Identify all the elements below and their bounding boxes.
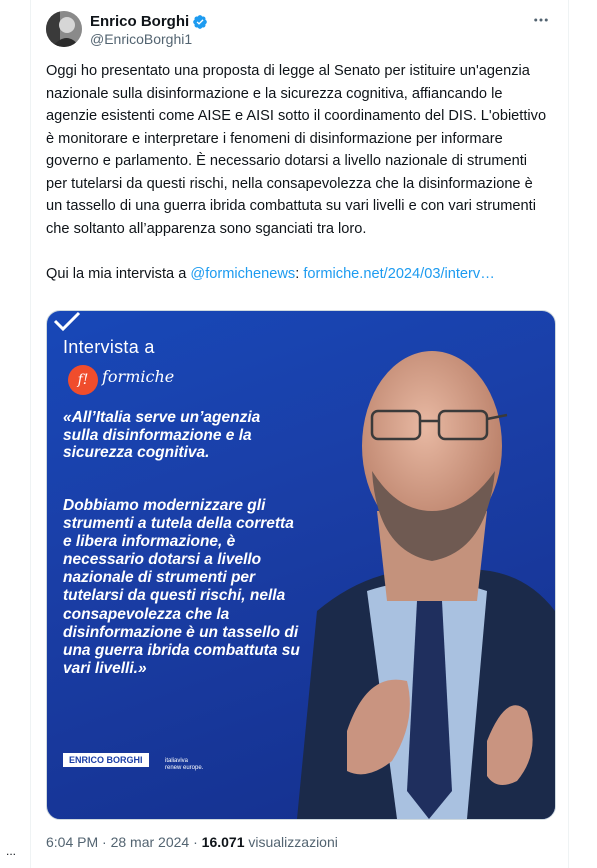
mention-link[interactable]: @formichenews bbox=[190, 265, 296, 282]
tweet-text bbox=[46, 60, 551, 285]
formiche-logo-icon bbox=[68, 365, 98, 395]
media-header: Intervista a bbox=[63, 337, 155, 357]
party-text-1: italiaviva bbox=[165, 758, 189, 764]
tweet-meta bbox=[46, 834, 338, 850]
meta-dot-2: · bbox=[189, 834, 202, 850]
party-text-2: renew europe. bbox=[165, 765, 204, 771]
views-count: 16.071 bbox=[201, 834, 245, 850]
avatar-image bbox=[46, 11, 82, 47]
tweet-date[interactable]: 28 mar 2024 bbox=[110, 834, 190, 850]
quote-part-1: «All’Italia serve un’agenzia sulla disinformazione e la sicurezza cognitiva. bbox=[63, 409, 261, 461]
author-display-name[interactable]: Enrico Borghi bbox=[90, 13, 190, 30]
author-handle[interactable]: @EnricoBorghi1 bbox=[90, 31, 193, 47]
tweet-paragraph-2-prefix: Qui la mia intervista a bbox=[46, 265, 191, 282]
verified-badge-icon bbox=[192, 14, 208, 30]
author-name-row[interactable] bbox=[90, 13, 208, 30]
side-ellipsis: ... bbox=[6, 844, 17, 858]
tweet-card bbox=[30, 0, 569, 868]
tweet-media-image[interactable] bbox=[46, 310, 556, 820]
views-label: visualizzazioni bbox=[244, 834, 338, 850]
meta-dot: · bbox=[98, 834, 111, 850]
quote-part-2: Dobbiamo modernizzare gli strumenti a tutela della corretta e libera informazione, è necessario dotarsi a livello nazionale di strumenti per tutelarsi da questi rischi, nella consapevolezza che la disinformazione è un tassello di una guerra ibrida combattuta su vari livelli.» bbox=[63, 497, 300, 677]
avatar[interactable] bbox=[46, 11, 82, 47]
tweet-time[interactable]: 6:04 PM bbox=[46, 834, 99, 850]
party-text bbox=[165, 758, 203, 772]
party-check-icon bbox=[47, 311, 87, 345]
tweet-paragraph-1: Oggi ho presentato una proposta di legge al Senato per istituire un'agenzia nazionale sulla disinformazione e la sicurezza cognitiva, affiancando le agenzie esistenti come AISE e AISI sotto il coordinamento del DIS. L'obiettivo è monitorare e interpretare i fenomeni di disinformazione per informare governo e parlamento. È necessario dotarsi a livello nazionale di strumenti per tutelarsi da questi rischi, nella consapevolezza che la disinformazione è un tassello di una guerra ibrida combattuta su vari livelli e con vari strumenti che soltanto all’apparenza sono sganciati tra loro. bbox=[46, 63, 547, 237]
mention-separator: : bbox=[295, 265, 300, 282]
formiche-logo-word: formiche bbox=[102, 367, 175, 386]
tweet-paragraph-2 bbox=[46, 263, 551, 286]
article-link[interactable]: formiche.net/2024/03/interv… bbox=[303, 265, 495, 282]
name-tag: ENRICO BORGHI bbox=[63, 753, 149, 767]
formiche-logo-letter: f! bbox=[77, 372, 89, 388]
more-dots-icon[interactable] bbox=[532, 11, 550, 29]
